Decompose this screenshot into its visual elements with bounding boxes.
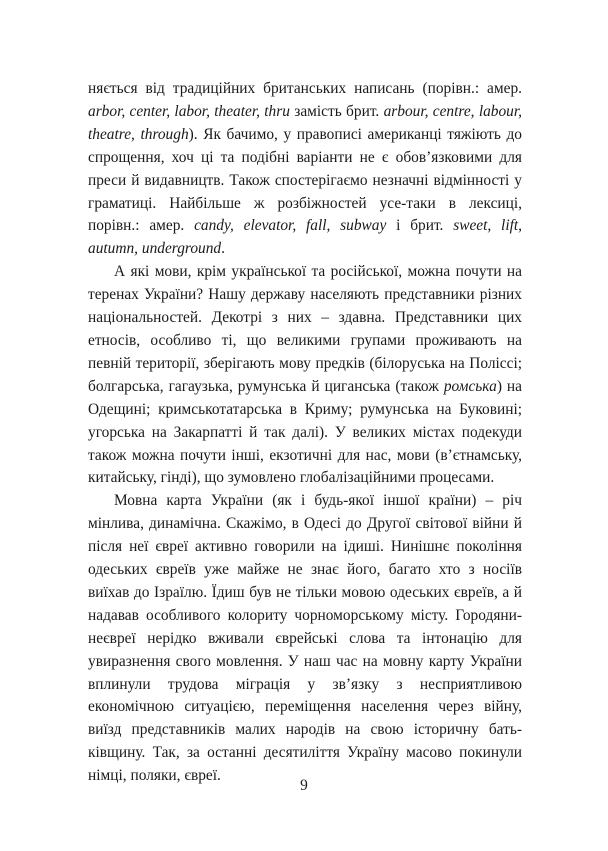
italic-text-run: sweet, lift, autumn, underground xyxy=(88,217,522,258)
paragraph-1 xyxy=(88,78,522,261)
paragraph-2 xyxy=(88,261,522,490)
italic-text-run: arbour, centre, labour, theatre, through xyxy=(88,102,523,143)
italic-text-run: arbor, center, labor, theater, thru xyxy=(88,102,290,120)
page-number: 9 xyxy=(300,777,308,794)
text-run: замість брит. xyxy=(289,102,384,120)
text-run: ). Як бачимо, у правописі американці тяжіють до спрощення, хоч ці та подібні варіанти не є обов’язковими для преси й видавництв. Також спостерігаємо незначні відмінності у граматиці. Найбільше ж розбіжностей усе-таки в лексиці, порівн.: амер. xyxy=(88,125,522,235)
italic-text-run: candy, elevator, fall, subway xyxy=(194,217,387,235)
italic-text-run: ромська xyxy=(443,377,497,395)
text-run: і брит. xyxy=(386,217,454,235)
page-body xyxy=(88,78,522,788)
text-run: ) на Одещині; кримськотатарська в Криму; румунська на Буковині; угорська на Закарпатті й так далі). У великих містах подекуди також можна почути інші, екзотичні для нас, мови (в’єтнамську, китайську, гінді), що зумовлено глобалізаційними процесами. xyxy=(88,377,523,487)
text-run: няється від традиційних британських написань (порівн.: амер. xyxy=(88,80,522,97)
text-run: Мовна карта України (як і будь-якої іншої країни) – річ мінлива, динамічна. Скажімо, в Одесі до Другої світової війни й після неї євреї активно говорили на ідиші. Нинішнє покоління одеських євреїв уже майже не знає його, багато хто з носіїв виїхав до Ізраїлю. Їдиш був не тільки мовою одеських євреїв, а й надавав особливого колориту чорноморському місту. Городяни-неєвреї нерідко вживали єврейські слова та інтонацію для увиразнення свого мовлення. У наш час на мовну карту України вплинули трудова міграція у зв’язку з несприятливою економічною ситуацією, переміщення населення через війну, виїзд представників малих народів на свою історичну батьківщину. Так, за останні десятиліття Україну масово покинули німці, поляки, євреї. xyxy=(88,492,522,785)
paragraph-3 xyxy=(88,490,522,788)
text-run: . xyxy=(221,240,225,258)
text-run: А які мови, крім української та російської, можна почути на теренах України? Нашу державу населяють представники різних національностей. Декотрі з них – здавна. Представники цих етносів, особливо ті, що великими групами проживають на певній території, зберігають мову предків (білоруська на Поліссі; болгарська, гагаузька, румунська й циганська (також xyxy=(88,263,522,395)
